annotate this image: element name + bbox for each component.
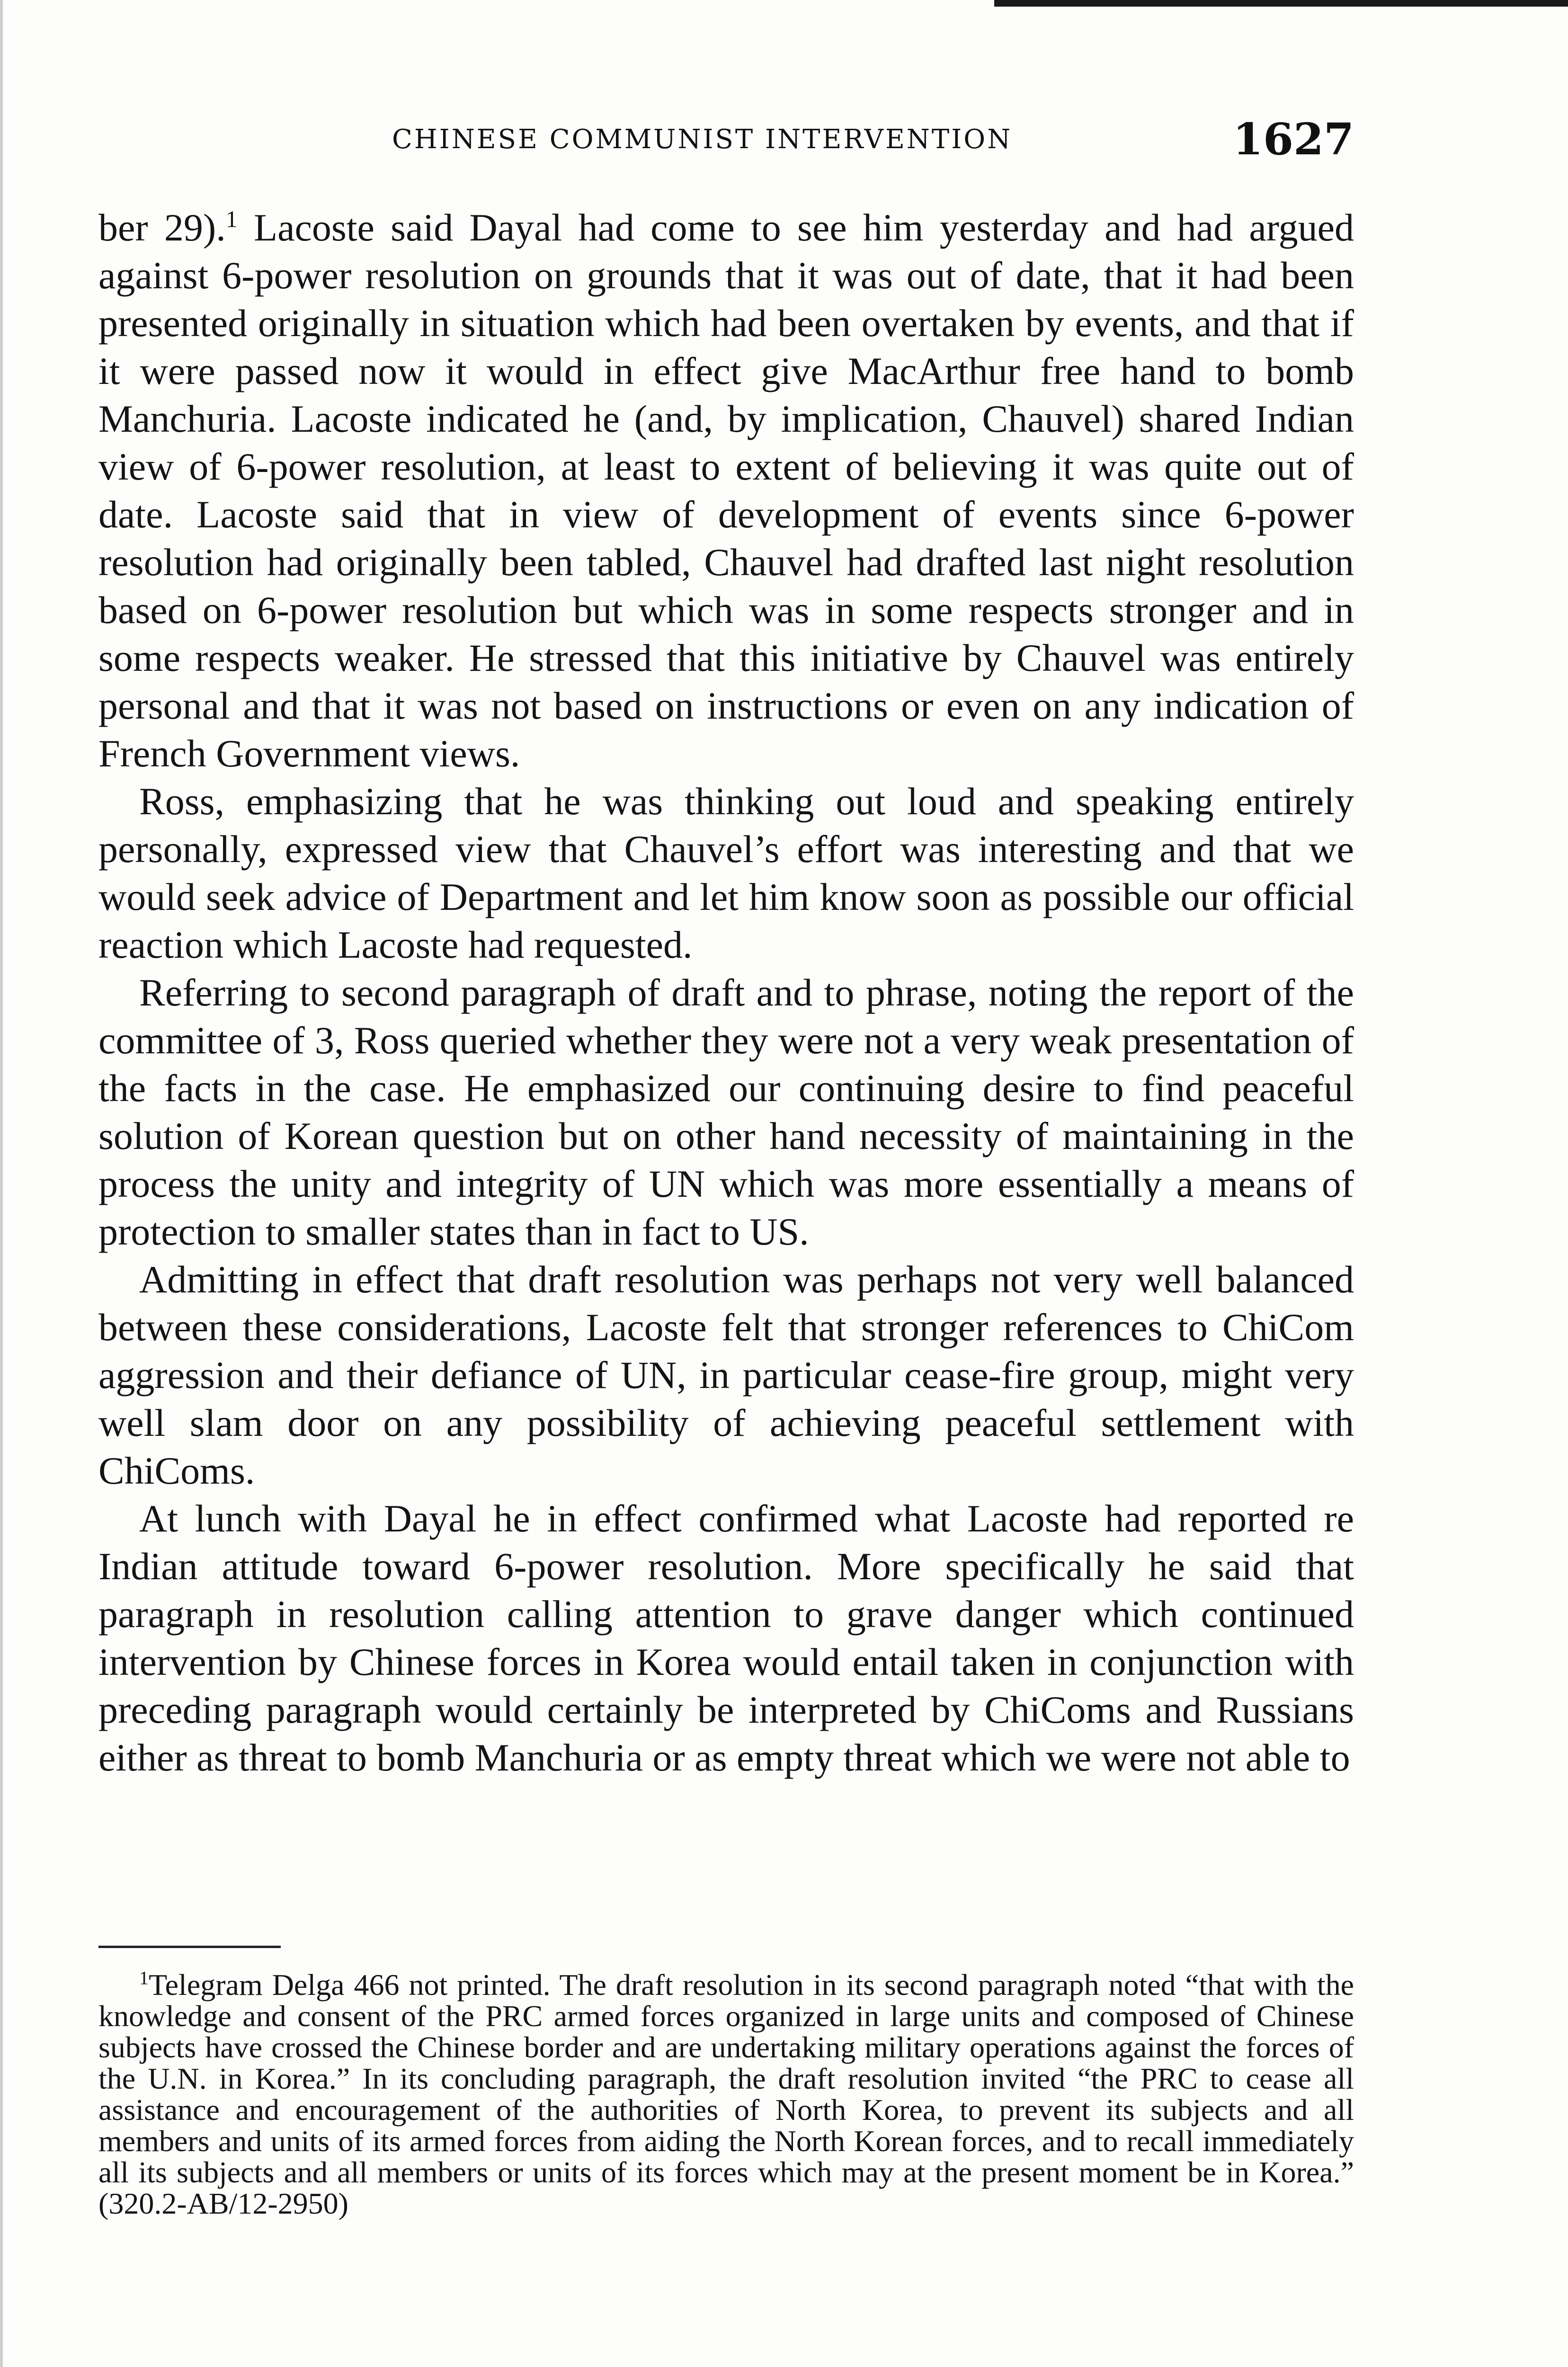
paragraph-5: At lunch with Dayal he in effect confirmed what Lacoste had reported re Indian attitude toward 6-power resolution. More specifically he said that paragraph in resolution calling attention to grave danger which continued intervention by Chinese forces in Korea would entail taken in conjunction with preceding paragraph would certainly be interpreted by ChiComs and Russians either as threat to bomb Manchuria or as empty threat which we were not able to <box>98 1497 1354 1779</box>
footnote <box>98 1969 1354 2219</box>
footnote-paragraph <box>98 1969 1354 2219</box>
paragraph-1-start: ber 29). <box>98 206 226 249</box>
paragraph-3: Referring to second paragraph of draft and to phrase, noting the report of the committee of 3, Ross queried whether they were not a very weak presentation of the facts in the case. He emphasized our continuing desire to find peaceful solution of Korean question but on other hand necessity of maintaining in the process the unity and integrity of UN which was more essentially a means of protection to smaller states than in fact to US. <box>98 971 1354 1253</box>
body-text <box>98 204 1354 1781</box>
footnote-marker: 1 <box>139 1967 149 1989</box>
footnote-divider <box>98 1946 281 1948</box>
top-edge-rule <box>994 0 1568 7</box>
running-head: CHINESE COMMUNIST INTERVENTION <box>392 124 1013 155</box>
paragraph-2: Ross, emphasizing that he was thinking out loud and speaking entirely personally, expressed view that Chauvel’s effort was interesting and that we would seek advice of Department and let him know soon as possible our official reaction which Lacoste had requested. <box>98 780 1354 966</box>
footnote-reference: 1 <box>225 205 238 232</box>
page-header <box>98 114 1354 166</box>
page-number: 1627 <box>1232 114 1354 165</box>
paragraph-1 <box>98 204 1354 777</box>
page-left-edge <box>0 0 3 2367</box>
paragraph-4: Admitting in effect that draft resolution was perhaps not very well balanced between these considerations, Lacoste felt that stronger references to ChiCom aggression and their defiance of UN, in particular cease-fire group, might very well slam door on any possibility of achieving peaceful settlement with ChiComs. <box>98 1258 1354 1492</box>
paragraph-1-text: Lacoste said Dayal had come to see him yesterday and had argued against 6-power resolution on grounds that it was out of date, that it had been presented originally in situation which had been overtaken by events, and that if it were passed now it would in effect give MacArthur free hand to bomb Manchuria. Lacoste indicated he (and, by implication, Chauvel) shared Indian view of 6-power resolution, at least to extent of believing it was quite out of date. Lacoste said that in view of development of events since 6-power resolution had originally been tabled, Chauvel had drafted last night resolution based on 6-power resolution but which was in some respects stronger and in some respects weaker. He stressed that this initiative by Chauvel was entirely personal and that it was not based on instructions or even on any indication of French Government views. <box>98 206 1354 775</box>
footnote-text: Telegram Delga 466 not printed. The draft resolution in its second paragraph noted “that with the knowledge and consent of the PRC armed forces organized in large units and composed of Chinese subjects have crossed the Chinese border and are undertaking military operations against the forces of the U.N. in Korea.” In its concluding paragraph, the draft resolution invited “the PRC to cease all assistance and encouragement of the authorities of North Korea, to prevent its subjects and all members and units of its armed forces from aiding the North Korean forces, and to recall immediately all its subjects and all members or units of its forces which may at the present moment be in Korea.” (320.2-AB/12-2950) <box>98 1968 1354 2220</box>
